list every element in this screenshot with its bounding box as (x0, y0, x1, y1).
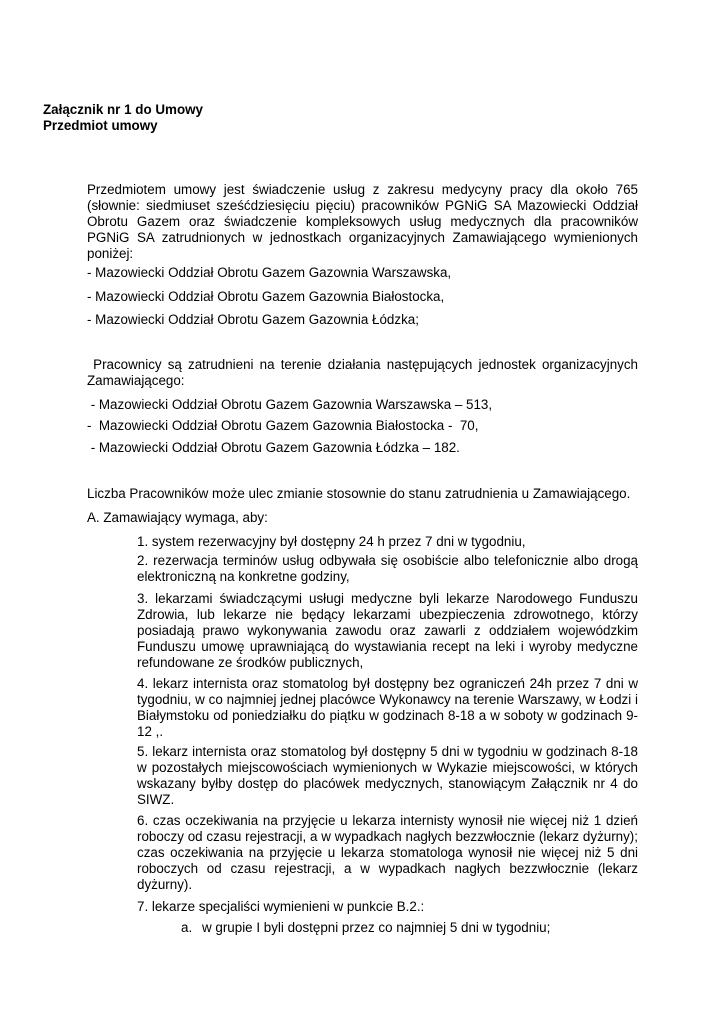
annex-subtitle: Przedmiot umowy (43, 118, 158, 133)
requirement-item: 3. lekarzami świadczącymi usługi medyczne byli lekarze Narodowego Funduszu Zdrowia, lub lekarze nie będący lekarzami ubezpieczenia zdrowotnego, którzy posiadają prawo wykonywania zawodu oraz zawarli z oddziałem wojewódzkim Funduszu umowę uprawniającą do wystawiania recept na leki i wyroby medyczne refundowane ze środków publicznych, (137, 591, 638, 670)
employee-count-note: Liczba Pracowników może ulec zmianie stosownie do stanu zatrudnienia u Zamawiającego. (87, 486, 631, 501)
requirement-item: 5. lekarz internista oraz stomatolog był dostępny 5 dni w tygodniu w godzinach 8-18 w pozostałych miejscowościach wymienionych w Wykazie miejscowości, w których wskazany byłby dostęp do placówek medycznych, stanowiącym Załącznik nr 4 do SIWZ. (137, 744, 638, 807)
annex-title: Załącznik nr 1 do Umowy (43, 102, 203, 117)
requirement-subitem (181, 920, 550, 936)
unit-list-item: - Mazowiecki Oddział Obrotu Gazem Gazownia Warszawska, (87, 265, 452, 280)
employees-list-item: - Mazowiecki Oddział Obrotu Gazem Gazownia Białostocka - 70, (87, 418, 479, 433)
requirement-item: 7. lekarze specjaliści wymienieni w punkcie B.2.: (137, 899, 425, 914)
requirement-item: 4. lekarz internista oraz stomatolog był dostępny bez ograniczeń 24h przez 7 dni w tygodniu, w co najmniej jednej placówce Wykonawcy na terenie Warszawy, w Łodzi i Białymstoku od poniedziałku do piątku w godzinach 8-18 a w soboty w godzinach 9-12 ,. (137, 676, 638, 739)
section-a-title: A. Zamawiający wymaga, aby: (87, 510, 268, 525)
requirement-item: 1. system rezerwacyjny był dostępny 24 h przez 7 dni w tygodniu, (137, 534, 526, 549)
unit-list-item: - Mazowiecki Oddział Obrotu Gazem Gazownia Łódzka; (87, 312, 419, 327)
requirement-item: 6. czas oczekiwania na przyjęcie u lekarza internisty wynosił nie więcej niż 1 dzień roboczy od czasu rejestracji, a w wypadkach nagłych bezzwłocznie (lekarz dyżurny); czas oczekiwania na przyjęcie u lekarza stomatologa wynosił nie więcej niż 5 dni roboczych od czasu rejestracji, a w wypadkach nagłych bezzwłocznie (lekarz dyżurny). (137, 813, 638, 892)
employees-intro-paragraph: Pracownicy są zatrudnieni na terenie działania następujących jednostek organizacyjnych Zamawiającego: (87, 357, 642, 388)
subitem-text: w grupie I byli dostępni przez co najmniej 5 dni w tygodniu; (202, 920, 551, 935)
employees-list-item: - Mazowiecki Oddział Obrotu Gazem Gazownia Łódzka – 182. (87, 440, 460, 455)
unit-list-item: - Mazowiecki Oddział Obrotu Gazem Gazownia Białostocka, (87, 289, 445, 304)
employees-list-item: - Mazowiecki Oddział Obrotu Gazem Gazownia Warszawska – 513, (87, 397, 493, 412)
requirement-item: 2. rezerwacja terminów usług odbywała się osobiście albo telefonicznie albo drogą elektroniczną na konkretne godziny, (137, 553, 638, 584)
subitem-label: a. (181, 920, 193, 935)
intro-paragraph: Przedmiotem umowy jest świadczenie usług z zakresu medycyny pracy dla około 765 (słownie: siedmiuset sześćdziesięciu pięciu) pracowników PGNiG SA Mazowiecki Oddział Obrotu Gazem oraz świadczenie kompleksowych usług medycznych dla pracowników PGNiG SA zatrudnionych w jednostkach organizacyjnych Zamawiającego wymienionych poniżej: (87, 182, 638, 261)
